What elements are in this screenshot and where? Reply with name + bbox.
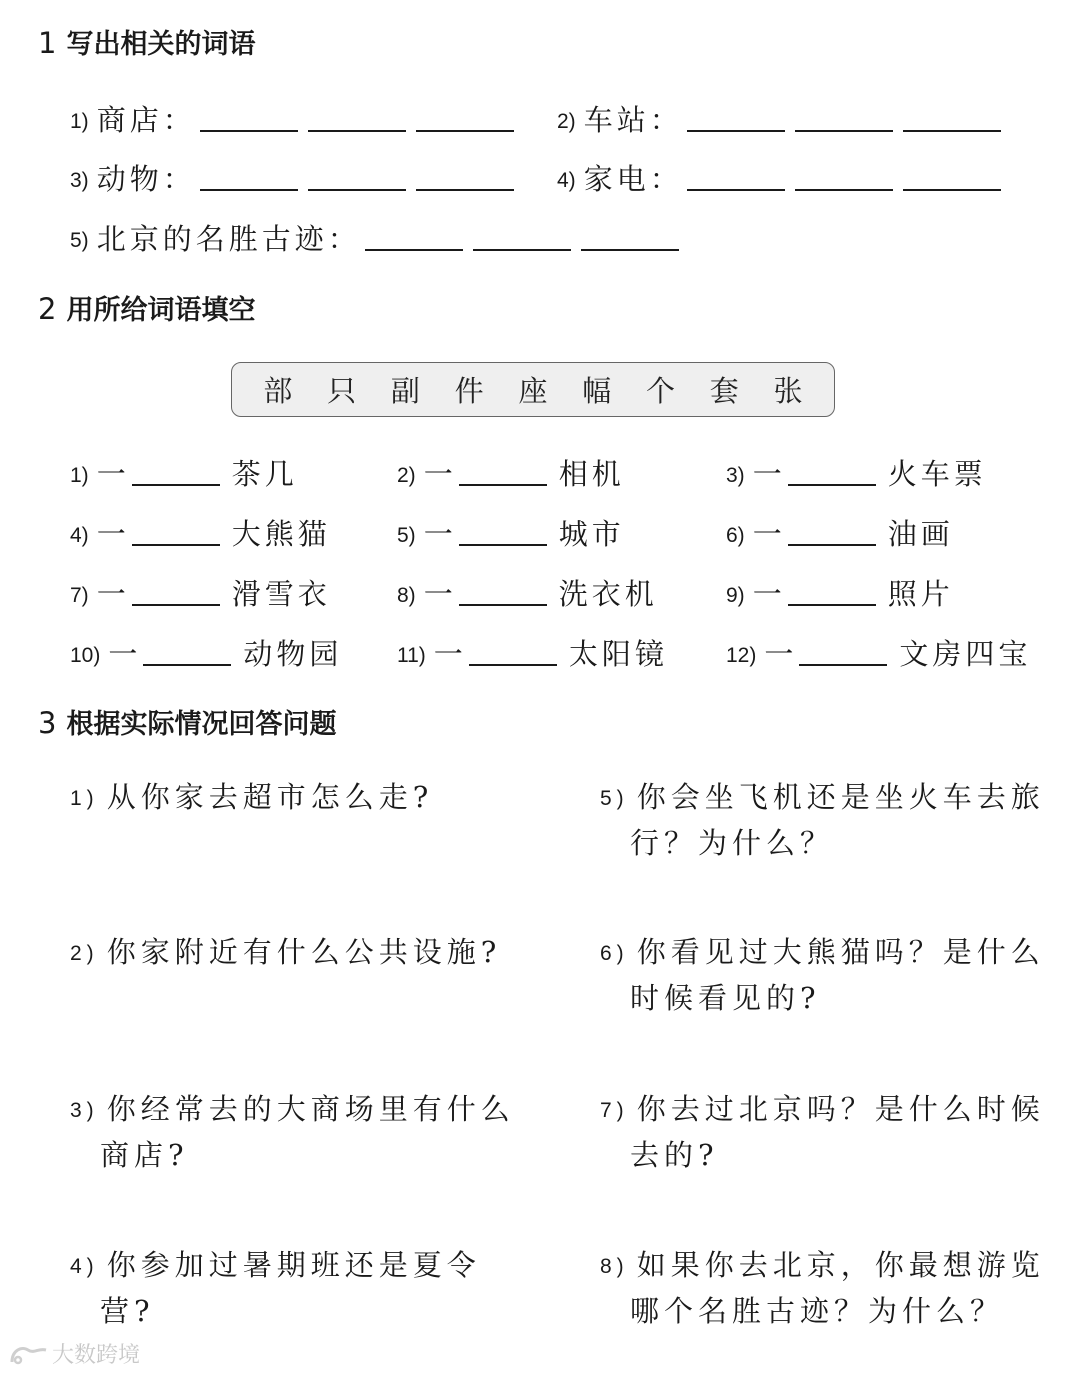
question-text: 你会坐飞机还是坐火车去旅 bbox=[636, 780, 1045, 814]
s2-noun: 太阳镜 bbox=[568, 637, 668, 671]
section-1-heading: 写出相关的词语 bbox=[66, 29, 256, 60]
s1-item-label: 动物： bbox=[96, 162, 196, 196]
question-text-cont: 商店? bbox=[100, 1138, 189, 1172]
s2-noun: 动物园 bbox=[243, 637, 343, 671]
question-text: 如果你去北京，你最想游览 bbox=[636, 1248, 1045, 1282]
s2-noun: 火车票 bbox=[887, 457, 987, 491]
s2-noun: 大熊猫 bbox=[231, 517, 331, 551]
question-6: 6) 你看见过大熊猫吗？是什么 时候看见的? bbox=[600, 930, 1045, 1020]
s2-noun: 文房四宝 bbox=[899, 637, 1032, 671]
question-text-cont: 哪个名胜古迹？为什么？ bbox=[630, 1294, 1005, 1328]
question-text: 从你家去超市怎么走? bbox=[106, 780, 434, 814]
question-8: 8) 如果你去北京，你最想游览 哪个名胜古迹？为什么？ bbox=[600, 1243, 1045, 1333]
word-bank-item: 套 bbox=[709, 374, 739, 408]
word-bank-item: 副 bbox=[390, 374, 420, 408]
measure-word-blank[interactable] bbox=[788, 484, 876, 486]
answer-blank[interactable] bbox=[795, 189, 893, 191]
measure-word-blank[interactable] bbox=[459, 604, 547, 606]
answer-blank[interactable] bbox=[687, 189, 785, 191]
s2-item-8: 8) 一 洗衣机 bbox=[397, 577, 658, 611]
s1-item-label: 北京的名胜古迹： bbox=[96, 222, 361, 256]
measure-word-blank[interactable] bbox=[459, 484, 547, 486]
s1-item-4: 4) 家电： bbox=[557, 157, 1011, 198]
question-1: 1) 从你家去超市怎么走? bbox=[70, 780, 434, 814]
question-text: 你看见过大熊猫吗？是什么 bbox=[636, 935, 1045, 969]
measure-word-blank[interactable] bbox=[132, 484, 220, 486]
answer-blank[interactable] bbox=[795, 130, 893, 132]
s2-noun: 相机 bbox=[558, 457, 625, 491]
section-2-number: 2 bbox=[38, 292, 57, 326]
word-bank-item: 只 bbox=[327, 374, 357, 408]
s2-noun: 滑雪衣 bbox=[231, 577, 331, 611]
question-text: 你经常去的大商场里有什么 bbox=[106, 1092, 515, 1126]
answer-blank[interactable] bbox=[903, 130, 1001, 132]
section-3-number: 3 bbox=[38, 706, 57, 740]
s2-item-12: 12) 一 文房四宝 bbox=[726, 637, 1032, 671]
s1-item-label: 车站： bbox=[583, 103, 683, 137]
s2-item-4: 4) 一 大熊猫 bbox=[70, 517, 331, 551]
question-text-cont: 行？为什么？ bbox=[630, 826, 835, 860]
s2-item-2: 2) 一 相机 bbox=[397, 457, 625, 491]
answer-blank[interactable] bbox=[473, 249, 571, 251]
watermark-text: 大数跨境 bbox=[52, 1343, 141, 1368]
word-bank-item: 个 bbox=[645, 374, 675, 408]
answer-blank[interactable] bbox=[200, 189, 298, 191]
measure-word-blank[interactable] bbox=[469, 664, 557, 666]
measure-word-blank[interactable] bbox=[788, 544, 876, 546]
s1-item-label: 商店： bbox=[96, 103, 196, 137]
section-2-title bbox=[38, 288, 255, 327]
word-bank-item: 部 bbox=[263, 374, 293, 408]
word-bank-item: 幅 bbox=[582, 374, 612, 408]
section-3-title bbox=[38, 702, 336, 741]
measure-word-blank[interactable] bbox=[799, 664, 887, 666]
question-3: 3) 你经常去的大商场里有什么 商店? bbox=[70, 1087, 515, 1177]
s2-item-10: 10) 一 动物园 bbox=[70, 637, 343, 671]
answer-blank[interactable] bbox=[903, 189, 1001, 191]
watermark-logo-icon bbox=[8, 1342, 52, 1368]
s1-item-2: 2) 车站： bbox=[557, 98, 1011, 139]
answer-blank[interactable] bbox=[416, 130, 514, 132]
question-text: 你参加过暑期班还是夏令 bbox=[106, 1248, 481, 1282]
question-7: 7) 你去过北京吗？是什么时候 去的? bbox=[600, 1087, 1045, 1177]
measure-word-blank[interactable] bbox=[132, 544, 220, 546]
question-4: 4) 你参加过暑期班还是夏令 营? bbox=[70, 1243, 481, 1333]
question-text: 你家附近有什么公共设施? bbox=[106, 935, 502, 969]
s1-item-5: 5) 北京的名胜古迹： bbox=[70, 217, 689, 258]
answer-blank[interactable] bbox=[416, 189, 514, 191]
word-bank-item: 座 bbox=[518, 374, 548, 408]
question-text-cont: 去的? bbox=[630, 1138, 719, 1172]
section-1-number: 1 bbox=[38, 26, 57, 60]
answer-blank[interactable] bbox=[365, 249, 463, 251]
question-5: 5) 你会坐飞机还是坐火车去旅 行？为什么？ bbox=[600, 775, 1045, 865]
s2-item-6: 6) 一 油画 bbox=[726, 517, 954, 551]
word-bank-item: 件 bbox=[454, 374, 484, 408]
s2-item-3: 3) 一 火车票 bbox=[726, 457, 987, 491]
measure-word-blank[interactable] bbox=[143, 664, 231, 666]
s2-item-7: 7) 一 滑雪衣 bbox=[70, 577, 331, 611]
s2-noun: 茶几 bbox=[231, 457, 298, 491]
s2-item-5: 5) 一 城市 bbox=[397, 517, 625, 551]
s1-item-label: 家电： bbox=[583, 162, 683, 196]
answer-blank[interactable] bbox=[687, 130, 785, 132]
s2-noun: 油画 bbox=[887, 517, 954, 551]
measure-word-blank[interactable] bbox=[132, 604, 220, 606]
question-2: 2) 你家附近有什么公共设施? bbox=[70, 935, 502, 969]
measure-word-blank[interactable] bbox=[788, 604, 876, 606]
s1-item-1: 1) 商店： bbox=[70, 98, 524, 139]
answer-blank[interactable] bbox=[308, 130, 406, 132]
measure-word-blank[interactable] bbox=[459, 544, 547, 546]
question-text-cont: 营? bbox=[100, 1294, 155, 1328]
section-1-title bbox=[38, 22, 255, 61]
word-bank-item: 张 bbox=[773, 374, 803, 408]
section-2-heading: 用所给词语填空 bbox=[66, 295, 256, 326]
s2-noun: 城市 bbox=[558, 517, 625, 551]
watermark bbox=[8, 1338, 140, 1369]
answer-blank[interactable] bbox=[581, 249, 679, 251]
answer-blank[interactable] bbox=[308, 189, 406, 191]
s2-item-11: 11) 一 太阳镜 bbox=[397, 637, 668, 671]
question-text-cont: 时候看见的? bbox=[630, 981, 821, 1015]
s2-item-1: 1) 一 茶几 bbox=[70, 457, 298, 491]
s2-item-9: 9) 一 照片 bbox=[726, 577, 954, 611]
question-text: 你去过北京吗？是什么时候 bbox=[636, 1092, 1045, 1126]
s1-item-3: 3) 动物： bbox=[70, 157, 524, 198]
s2-noun: 照片 bbox=[887, 577, 954, 611]
word-bank bbox=[231, 362, 835, 417]
section-3-heading: 根据实际情况回答问题 bbox=[66, 709, 337, 740]
answer-blank[interactable] bbox=[200, 130, 298, 132]
s2-noun: 洗衣机 bbox=[558, 577, 658, 611]
